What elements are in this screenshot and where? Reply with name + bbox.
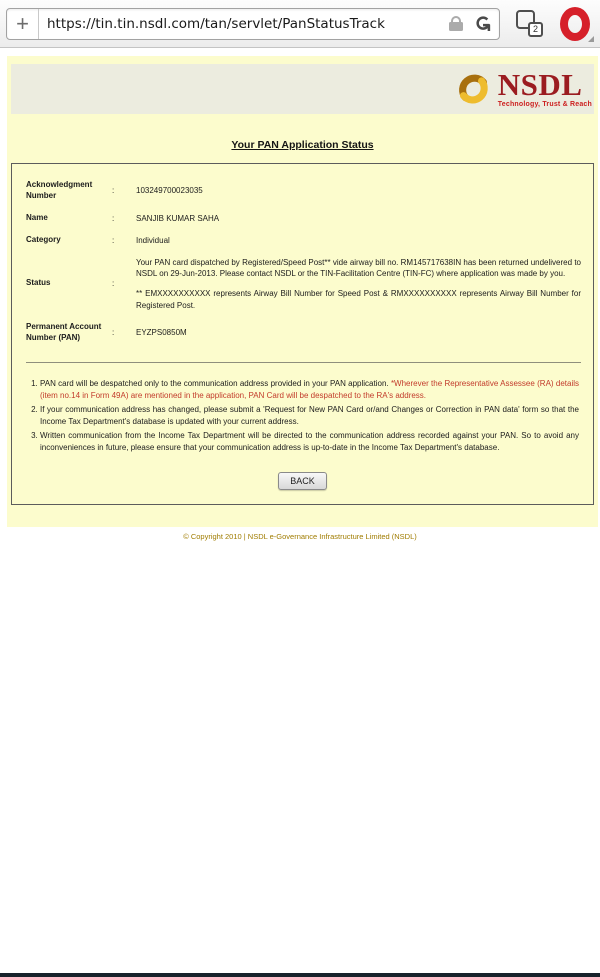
status-card bbox=[11, 163, 594, 505]
note-alert-text: *Wherever the Representative Assessee (RA) details (item no.14 in Form 49A) are mentioned in the application, PAN Card will be despatched to the RA's address. bbox=[40, 379, 580, 401]
url-input[interactable] bbox=[39, 16, 449, 32]
dropdown-corner-icon bbox=[588, 36, 594, 42]
lock-icon[interactable] bbox=[449, 16, 463, 31]
field-row-category bbox=[12, 235, 593, 246]
field-label: Permanent Account Number (PAN) bbox=[26, 321, 102, 342]
browser-toolbar bbox=[0, 0, 600, 48]
copyright-text: © Copyright 2010 | NSDL e-Governance Infrastructure Limited (NSDL) bbox=[183, 532, 417, 542]
field-colon: : bbox=[112, 213, 115, 223]
brand-name: NSDL bbox=[497, 66, 583, 102]
field-row-status bbox=[12, 257, 593, 311]
brand-header bbox=[11, 64, 594, 114]
note-item bbox=[40, 378, 579, 402]
note-text: PAN card will be despatched only to the communication address provided in your PAN application. bbox=[40, 379, 391, 389]
pan-value: EYZPS0850M bbox=[136, 327, 187, 337]
pan-status-page bbox=[7, 56, 598, 527]
brand-tagline: Technology, Trust & Reach bbox=[497, 101, 592, 109]
field-label: Status bbox=[26, 278, 51, 288]
divider bbox=[26, 362, 581, 363]
tab-count-badge: 2 bbox=[528, 22, 543, 37]
field-label: Category bbox=[26, 234, 61, 244]
page-title: Your PAN Application Status bbox=[231, 139, 374, 151]
opera-logo-icon bbox=[560, 7, 590, 41]
field-row-name bbox=[12, 213, 593, 224]
field-colon: : bbox=[112, 186, 115, 196]
new-tab-button[interactable] bbox=[7, 9, 39, 39]
notes-list bbox=[26, 378, 579, 454]
reload-button[interactable] bbox=[472, 15, 493, 33]
tab-switcher-button[interactable] bbox=[514, 9, 544, 39]
status-paragraph-1: Your PAN card dispatched by Registered/Speed Post** vide airway bill no. RM145717638IN has been returned undelivered to NSDL on 29-Jun-2013. Please contact NSDL or the TIN-Facilitation Centre (TIN-FC) where application was made by you. bbox=[136, 257, 581, 279]
address-bar bbox=[6, 8, 500, 40]
acknowledgment-number-value: 103249700023035 bbox=[136, 186, 203, 196]
field-row-pan bbox=[12, 322, 593, 344]
category-value: Individual bbox=[136, 235, 170, 245]
note-item bbox=[40, 430, 579, 454]
page-content bbox=[0, 56, 600, 977]
reload-icon: ↻ bbox=[470, 14, 494, 33]
field-colon: : bbox=[112, 235, 115, 245]
field-row-acknowledgment bbox=[12, 180, 593, 202]
note-text: If your communication address has changed, please submit a 'Request for New PAN Card or/and Changes or Correction in PAN data' form so that the Income Tax Department's database is updated with your current address. bbox=[40, 405, 579, 427]
status-paragraph-2: ** EMXXXXXXXXXX represents Airway Bill Number for Speed Post & RMXXXXXXXXXX represents Airway Bill Number for Registered Post. bbox=[136, 289, 581, 310]
field-colon: : bbox=[112, 279, 115, 289]
applicant-name-value: SANJIB KUMAR SAHA bbox=[136, 213, 220, 223]
note-text: Written communication from the Income Tax Department will be directed to the communication address recorded against your PAN. So to avoid any inconveniences in future, please ensure that your communication address is up-to-date in the Income Tax Department's database. bbox=[40, 431, 579, 453]
nsdl-swirl-icon bbox=[454, 70, 492, 108]
field-colon: : bbox=[112, 328, 115, 338]
back-button[interactable]: BACK bbox=[278, 472, 327, 490]
plus-icon: + bbox=[16, 10, 29, 36]
bottom-bar bbox=[0, 973, 600, 977]
opera-menu-button[interactable] bbox=[556, 4, 594, 44]
field-label: Name bbox=[26, 212, 48, 222]
status-value bbox=[136, 257, 581, 311]
nsdl-logo bbox=[454, 66, 592, 109]
field-label: Acknowledgment Number bbox=[26, 180, 93, 200]
note-item bbox=[40, 404, 579, 428]
